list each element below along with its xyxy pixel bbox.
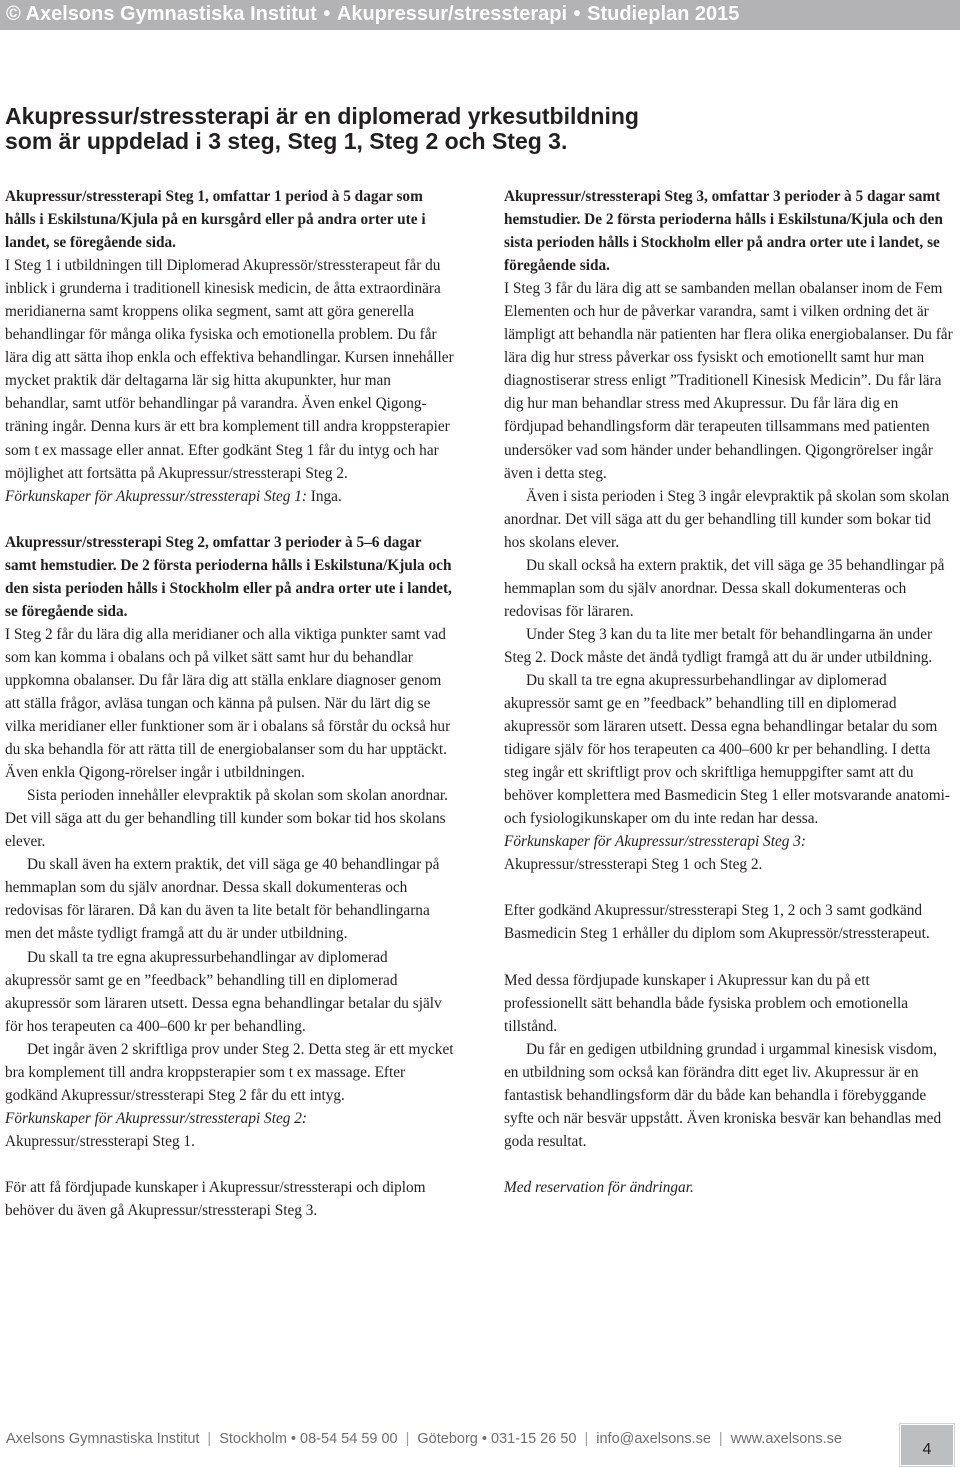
header-copyright: © Axelsons Gymnastiska Institut [6, 3, 317, 25]
closing-paragraph: Du får en gedigen utbildning grundad i urgammal kinesisk visdom, en utbildning som också kan förändra ditt eget liv. Akupressur är en fantastisk behandlingsform där du både kan behandla i förebyggande syfte och när besvär uppstått. Även kroniska besvär kan behandlas med goda resultat. [504, 1040, 942, 1150]
step1-prereq-value: Inga. [306, 487, 342, 505]
diploma-paragraph: Efter godkänd Akupressur/stressterapi Steg 1, 2 och 3 samt godkänd Basmedicin Steg 1 erhåller du diplom som Akupressör/stressterapeut. [504, 902, 930, 943]
page-number: 4 [901, 1425, 953, 1465]
step3-prereq-value: Akupressur/stressterapi Steg 1 och Steg 2. [504, 856, 763, 874]
step1-heading: Akupressur/stressterapi Steg 1, omfattar 1 period à 5 dagar som hålls i Eskilstuna/Kjula på en kursgård eller på andra orter ute i landet, se föregående sida. [5, 188, 426, 252]
page-footer [6, 1431, 842, 1447]
header-plan: Studieplan 2015 [587, 3, 740, 25]
step2-paragraph: Sista perioden innehåller elevpraktik på skolan som skolan anordnar. Det vill säga att du ger behandling till kunder som bokar tid hos skolans elever. [5, 787, 448, 851]
step3-paragraph: Du skall ta tre egna akupressurbehandlingar av diplomerad akupressör samt ge en ”feedback” behandling till en diplomerad akupressör som läraren utsett. Dessa egna behandlingar betalar du som tidigare själv för hos terapeuten ca 400–600 kr per behandling. I detta steg ingår ett skriftligt prov och skriftliga hemuppgifter samt att du behöver komplettera med Basmedicin Steg 1 eller motsvarande anatomi- och fysiologikunskaper om du inte redan har dessa. [504, 671, 951, 828]
page-header [0, 0, 960, 30]
title-line-2: som är uppdelad i 3 steg, Steg 1, Steg 2 och Steg 3. [5, 128, 568, 154]
footer-email-link[interactable]: info@axelsons.se [596, 1431, 711, 1447]
step3-paragraph: Även i sista perioden i Steg 3 ingår elevpraktik på skolan som skolan anordnar. Det vill säga att du ger behandling till kunder som bokar tid hos skolans elever. [504, 487, 950, 551]
footer-dot: • [286, 1431, 301, 1447]
footer-org: Axelsons Gymnastiska Institut [6, 1431, 200, 1447]
step3-prereq-label: Förkunskaper för Akupressur/stressterapi Steg 3: [504, 833, 806, 851]
footer-divider: | [718, 1431, 723, 1447]
step3-paragraph: Under Steg 3 kan du ta lite mer betalt för behandlingarna än under Steg 2. Dock måste det ändå tydligt framgå att du är under utbildning. [504, 625, 933, 666]
step3-paragraph: I Steg 3 får du lära dig att se sambanden mellan obalanser inom de Fem Elementen och hur de påverkar varandra, samt i vilken ordning det är lämpligt att behandla när patienten har flera olika energiobalanser. Du får lära dig hur stress påverkar oss fysiskt och emotionellt samt hur man diagnostiserar stress enligt ”Traditionell Kinesisk Medicin”. Du får lära dig hur man behandlar stress med Akupressur. Du får lära dig en fördjupad behandlingsform där terapeuten tillsammans med patienten undersöker vad som händer under behandlingen. Qigongrörelser ingår även i detta steg. [504, 280, 953, 482]
step3-paragraph: Du skall också ha extern praktik, det vill säga ge 35 behandlingar på hemmaplan som du själv anordnar. Dessa skall dokumenteras och redovisas för läraren. [504, 556, 945, 620]
page-title [5, 104, 725, 154]
right-column [504, 185, 954, 1199]
footer-city: Stockholm [219, 1431, 287, 1447]
step3-note: För att få fördjupade kunskaper i Akupressur/stressterapi och diplom behöver du även gå Akupressur/stressterapi Steg 3. [5, 1178, 426, 1219]
step2-paragraph: Du skall även ha extern praktik, det vill säga ge 40 behandlingar på hemmaplan som du själv anordnar. Dessa skall dokumenteras och redovisas för läraren. Då kan du även ta lite betalt för behandlingarna men det måste tydligt framgå att du är under utbildning. [5, 856, 440, 943]
footer-phone: 031-15 26 50 [491, 1431, 577, 1447]
title-line-1: Akupressur/stressterapi är en diplomerad yrkesutbildning [5, 103, 639, 129]
step2-paragraph: Du skall ta tre egna akupressurbehandlingar av diplomerad akupressör samt ge en ”feedback” behandling till en diplomerad akupressör som läraren utsett. Dessa egna behandlingar betalar du själv för hos terapeuten ca 400–600 kr per behandling. [5, 948, 442, 1035]
step2-prereq-value: Akupressur/stressterapi Steg 1. [5, 1132, 195, 1150]
footer-website-link[interactable]: www.axelsons.se [730, 1431, 842, 1447]
header-program: Akupressur/stressterapi [336, 3, 567, 25]
footer-city: Göteborg [417, 1431, 478, 1447]
step1-prereq-label: Förkunskaper för Akupressur/stressterapi Steg 1: [5, 487, 307, 505]
header-separator: • [317, 3, 336, 25]
closing-paragraph: Med dessa fördjupade kunskaper i Akupressur kan du på ett professionellt sätt behandla både fysiska problem och emotionella tillstånd. [504, 971, 908, 1035]
footer-dot: • [477, 1431, 491, 1447]
footer-phone: 08-54 54 59 00 [300, 1431, 398, 1447]
left-column [5, 185, 455, 1222]
step2-prereq-label: Förkunskaper för Akupressur/stressterapi Steg 2: [5, 1109, 307, 1127]
step1-body: I Steg 1 i utbildningen till Diplomerad Akupressör/stressterapeut får du inblick i grunderna i traditionell kinesisk medicin, de åtta extraordinära meridianerna samt kroppens olika segment, samt att göra generella behandlingar för många olika fysiska och emotionella problem. Du får lära dig att sätta ihop enkla och effektiva behandlingar. Kursen innehåller mycket praktik där deltagarna lär sig hitta akupunkter, hur man behandlar, samt utför behandlingar på varandra. Även enkel Qigong-träning ingår. Denna kurs är ett bra komplement till andra kroppsterapier som t ex massage eller annat. Efter godkänt Steg 1 får du intyg och har möjlighet att fortsätta på Akupressur/stressterapi Steg 2. [5, 257, 454, 482]
step1-prerequisites [5, 485, 455, 508]
step2-heading: Akupressur/stressterapi Steg 2, omfattar 3 perioder à 5–6 dagar samt hemstudier. De 2 första perioderna hålls i Eskilstuna/Kjula och den sista perioden hålls i Stockholm eller på andra orter ute i landet, se föregående sida. [5, 533, 452, 620]
header-separator: • [568, 3, 587, 25]
footer-divider: | [207, 1431, 212, 1447]
reservation-note: Med reservation för ändringar. [504, 1178, 694, 1196]
footer-divider: | [405, 1431, 410, 1447]
footer-divider: | [584, 1431, 589, 1447]
step3-heading: Akupressur/stressterapi Steg 3, omfattar 3 perioder à 5 dagar samt hemstudier. De 2 första perioderna hålls i Eskilstuna/Kjula och den sista perioden hålls i Stockholm eller på andra orter ute i landet, se föregående sida. [504, 188, 943, 275]
step2-paragraph: I Steg 2 får du lära dig alla meridianer och alla viktiga punkter samt vad som kan komma i obalans och på vilket sätt samt hur du behandlar uppkomna obalanser. Du får lära dig att ställa enklare diagnoser genom att ställa frågor, avläsa tungan och känna på pulsen. När du lärt dig se vilka meridianer eller funktioner som är i obalans så förstår du också hur du ska behandla för att rätta till de energiobalanser som du har upptäckt. Även enkla Qigong-rörelser ingår i utbildningen. [5, 625, 451, 782]
step2-paragraph: Det ingår även 2 skriftliga prov under Steg 2. Detta steg är ett mycket bra komplement till andra kroppsterapier som t ex massage. Efter godkänd Akupressur/stressterapi Steg 2 får du ett intyg. [5, 1040, 454, 1104]
